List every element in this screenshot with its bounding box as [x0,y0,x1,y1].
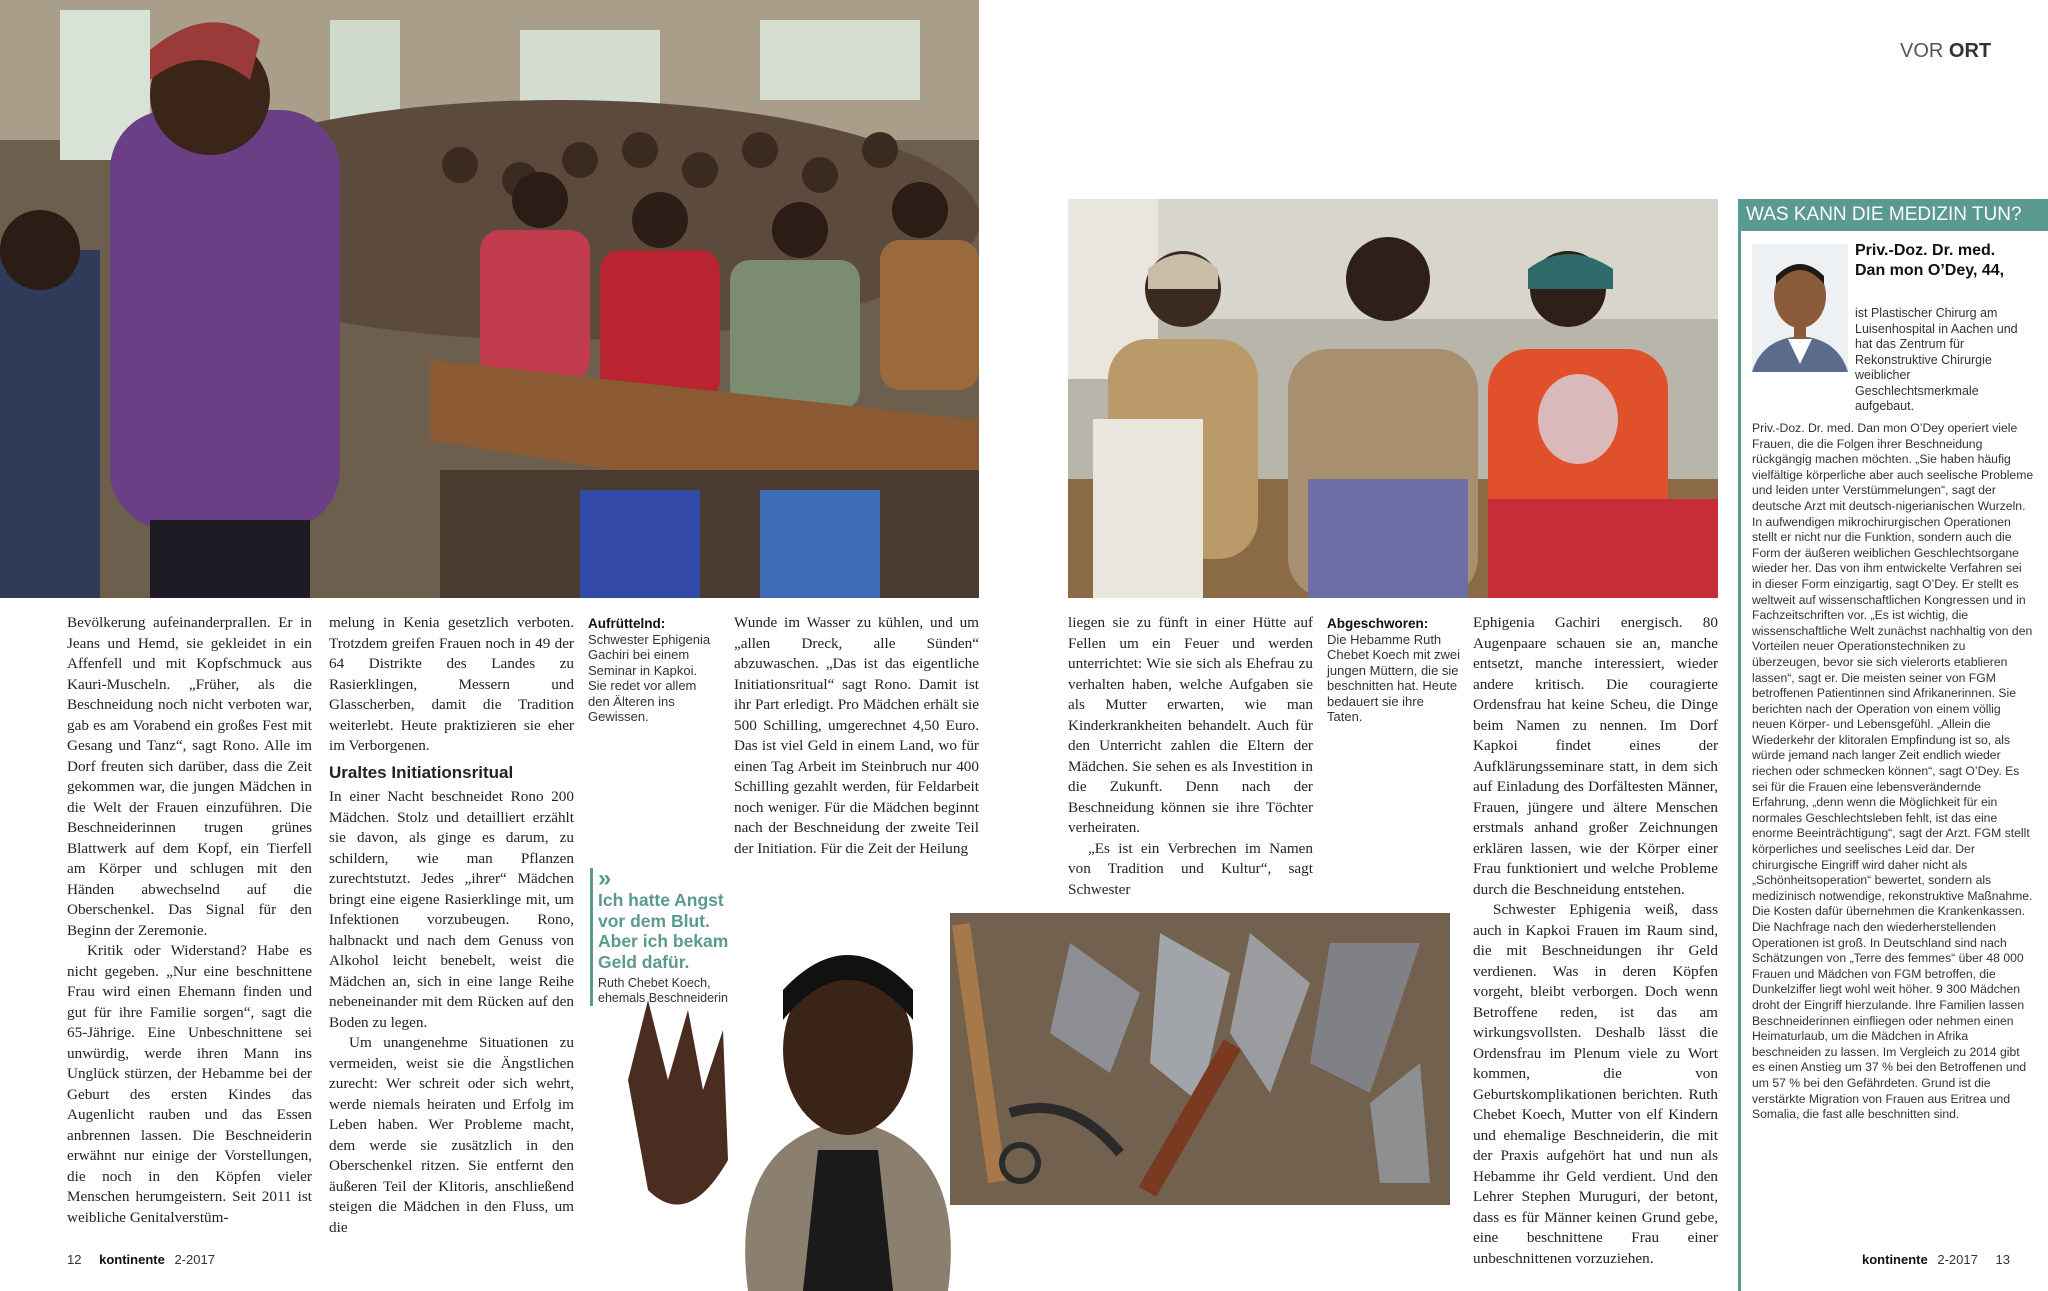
caption-title: Abgeschworen: [1327,616,1429,631]
sidebar-body [1752,421,2034,1123]
sidebar-rule [1738,231,1741,1291]
sidebar-medicine [1738,199,2048,1291]
photo-seminar-image [0,0,979,598]
paragraph: In einer Nacht beschneidet Rono 200 Mädchen. Stolz und detailliert erzählt sie davon, als ginge es darum, zu schildern, wie man Pflanzen zurechtstutzt. Jedes „ihrer“ Mädchen bringt eine eigene Rasierklinge mit, um Infektionen vorzubeugen. Rono, halbnackt und nach dem Genuss von Alkohol leicht benebelt, weist die Mädchen an, sich in eine lange Reihe nebeneinander mit dem Rücken auf den Boden zu legen. [329,788,574,1031]
footer-right [1862,1252,2010,1267]
paragraph: Priv.-Doz. Dr. med. Dan mon O’Dey operiert viele Frauen, die die Folgen ihrer Beschneidung rückgängig machen möchten. „Sie haben häufig vielfältige körperliche aber auch seelische Probleme und leiden unter Verstümmelungen“, sagt der deutsche Arzt mit deutsch-nigerianischen Wurzeln. In aufwendigen mikrochirurgischen Operationen stellt er nicht nur die Funktion, sondern auch die Form der äußeren weiblichen Geschlechtsorgane wieder her. Das von ihm entwickelte Verfahren sei in dieser Form einzigartig, sagt O’Dey. Er stellt es weltweit auf wissenschaftlichen Kongressen und in Fachzeitschriften vor. „Es ist wichtig, die wissenschaftliche Welt zunächst nachhaltig von den Vorteilen neuer Operationstechniken zu überzeugen, bevor sie sich vielerorts etablieren lassen“, sagt er. Die meisten seiner von FGM betroffenen Patientinnen sind Afrikanerinnen. Sie berichten nach der Operation von einem völlig neuen Körper- und Lebensgefühl. „Allein die Wiederkehr der klitoralen Empfindung ist so, als würde jemand nach langer Zeit endlich wieder riechen oder schmecken können“, sagt O’Dey. Es sei für die Frauen eine lebensverändernde Erfahrung, „denn wenn die Möglichkeit für ein normales Geschlechtsleben fehlt, ist das eine enorme Beeinträchtigung“, sagt der Arzt. FGM stellt körperliches und seelisches Leid dar. Der chirurgische Eingriff wird daher nicht als „Schönheitsoperation“ bewertet, sondern als medizinisch notwendige, rekonstruktive Maßnahme. Die Kosten dafür übernehmen die Krankenkassen. Die Nachfrage nach den wiederherstellenden Operationen ist groß. In Deutschland sind nach Schätzungen von „Terre des femmes“ über 48 000 Frauen und Mädchen von FGM betroffen, die Dunkelziffer liegt wohl weit höher. 9 300 Mädchen droht der Eingriff hierzulande. Ihre Familien lassen Beschneiderinnen einfliegen oder nehmen einen Heimaturlaub, um die Mädchen in Afrika beschneiden zu lassen. Im Vergleich zu 2014 gibt es einen Anstieg um 37 % bei den Betroffenen und um 57 % bei den Gefährdeten. Grund ist die verstärkte Migration von Frauen aus Eritrea und Somalia, die fast alle beschnitten sind. [1752,421,2034,1122]
caption-text: Schwester Ephigenia Gachiri bei einem Seminar in Kapkoi. Sie redet vor allem den Älteren ins Gewissen. [588,631,711,724]
issue: 2-2017 [174,1252,215,1267]
section-label-bold: ORT [1948,40,1992,62]
section-label [1900,40,1991,63]
section-label-prefix: VOR [1900,40,1944,62]
paragraph: Wunde im Wasser zu kühlen, und um „allen Dreck, alle Sünden“ abzuwaschen. „Das ist das eigentliche Initiationsritual“ sagt Rono. Damit ist ihr Part erledigt. Pro Mädchen erhält sie 500 Schilling, umgerechnet 4,50 Euro. Das ist viel Geld in einem Land, wo für einen Tag Arbeit im Steinbruch nur 400 Schilling gezahlt werden, für Feldarbeit noch weniger. Für die Mädchen beginnt nach der Beschneidung der zweite Teil der Initiation. Für die Zeit der Heilung [734,614,979,857]
photo-tools-image [950,913,1450,1205]
pull-quote [590,865,738,1006]
article-column-5 [1473,613,1718,1269]
photo-tools [950,913,1450,1205]
paragraph: Schwester Ephigenia weiß, dass auch in Kapkoi Frauen im Raum sind, die mit Beschneidungen ihr Geld verdienen. Was in deren Köpfen vorgeht, bleibt verborgen. Doch wenn Betroffene reden, ist das am wirkungsvollsten. Deshalb lässt die Ordensfrau im Plenum viele zu Wort kommen, die von Geburtskomplikationen berichten. Ruth Chebet Koech, Mutter von elf Kindern und ehemalige Beschneiderin, die mit der Praxis aufgehört hat und nun als Hebamme ihr Geld verdient. Und den Lehrer Stephen Muruguri, der betont, dass es für Männer keinen Grund gebe, eine beschnittene Frau einer unbeschnittenen vorzuziehen. [1473,901,1718,1267]
article-column-1 [67,613,312,1228]
magazine-name: kontinente [99,1252,165,1267]
paragraph: Bevölkerung aufeinanderprallen. Er in Jeans und Hemd, sie gekleidet in ein Affenfell und mit Kopfschmuck aus Kauri-Muscheln. „Früher, als die Beschneidung noch nicht verboten war, gab es am Vorabend ein großes Fest mit Gesang und Tanz“, sagt Rono. Alle im Dorf freuten sich darüber, dass die Zeit gekommen war, die jungen Mädchen in die Welt der Frauen einzuführen. Die Beschneiderinnen trugen grünes Blattwerk auf dem Kopf, ein Tierfell am Körper und schlugen mit den Händen abwechselnd auf die Oberschenkel. Das Signal für den Beginn der Zeremonie. [67,614,312,939]
paragraph: „Es ist ein Verbrechen im Namen von Tradition und Kultur“, sagt Schwester [1068,839,1313,898]
quote-text: Ich hatte Angst vor dem Blut. Aber ich bekam Geld dafür. [598,890,729,972]
quote-mark-icon: » [598,865,612,892]
paragraph: liegen sie zu fünft in einer Hütte auf Fellen um ein Feuer und werden unterrichtet: Wie sie sich als Ehefrau zu verhalten haben, welche Aufgaben sie als Mutter erwarten, wie man Kinderkrankheiten behandelt. Auch für den Unterricht zahlen die Eltern der Mädchen. Sie sehen es als Investition in die Zukunft. Denn nach der Beschneidung können sie ihre Töchter verheiraten. [1068,614,1313,836]
quote-source: Ruth Chebet Koech, ehemals Beschneiderin [598,976,728,1005]
avatar-image [1752,244,1848,372]
article-column-2 [329,613,574,1238]
article-column-3 [734,613,979,859]
caption-text: Die Hebamme Ruth Chebet Koech mit zwei jungen Müttern, die sie beschnitten hat. Heute bedauert sie ihre Taten. [1327,631,1460,724]
paragraph: Ephigenia Gachiri energisch. 80 Augenpaare schauen sie an, manche entsetzt, manche interessiert, wieder andere kritisch. Die couragierte Ordensfrau hat keine Scheu, die Dinge beim Namen zu nennen. Im Dorf Kapkoi findet eines der Aufklärungsseminare statt, in dem sich auf Einladung des Dorfältesten Männer, Frauen, jüngere und ältere Menschen erstmals anhand großer Zeichnungen erklären lassen, wie der Körper einer Frau funktioniert und welche Probleme durch die Beschneidung entstehen. [1473,614,1718,898]
doctor-role: ist Plastischer Chirurg am Luisenhospital in Aachen und hat das Zentrum für Rekonstruktive Chirurgie weiblicher Geschlechtsmerkmale aufgebaut. [1855,306,2018,413]
caption-seminar [588,616,718,725]
avatar [1752,244,1848,372]
doctor-name: Priv.-Doz. Dr. med. Dan mon O’Dey, 44, [1855,242,2005,279]
photo-mothers [1068,199,1718,598]
footer-left [67,1252,215,1267]
page-number: 12 [67,1252,82,1267]
photo-seminar [0,0,979,598]
sidebar-heading: WAS KANN DIE MEDIZIN TUN? [1738,199,2048,231]
paragraph: Kritik oder Widerstand? Habe es nicht gegeben. „Nur eine beschnittene Frau wird einen Ehemann finden und gut für ihre Familie sorgen“, sagt die 65-Jährige. Eine Unbeschnittene sei unwürdig, werde ihren Mann ins Unglück stürzen, der Hebamme bei der Geburt des ersten Kindes das Augenlicht rauben und das Essen anbrennen lassen. Die Beschneiderin erwähnt nur einige der Vorstellungen, die noch in den Köpfen vieler Menschen herumgeistern. Seit 2011 ist weibliche Genitalverstüm- [67,942,312,1226]
caption-mothers [1327,616,1462,725]
paragraph: melung in Kenia gesetzlich verboten. Trotzdem greifen Frauen noch in 49 der 64 Distrikte des Landes zu Rasierklingen, Messern und Glasscherben, damit die Tradition weiterlebt. Heute praktizieren sie eher im Verborgenen. [329,614,574,754]
magazine-name: kontinente [1862,1252,1928,1267]
subheading: Uraltes Initiationsritual [329,762,514,782]
photo-mothers-image [1068,199,1718,598]
article-column-4 [1068,613,1313,900]
issue: 2-2017 [1937,1252,1978,1267]
page-number: 13 [1995,1252,2010,1267]
caption-title: Aufrüttelnd: [588,616,666,631]
paragraph: Um unangenehme Situationen zu vermeiden, weist sie die Ängstlichen zurecht: Wer schreit oder sich wehrt, werde niemals heiraten und Erfolg im Leben haben. Wer Probleme macht, dem werde sie zusätzlich in den Oberschenkel ritzen. Sie entfernt den äußeren Teil der Klitoris, anschließend steigen die Mädchen in den Fluss, um die [329,1034,574,1236]
